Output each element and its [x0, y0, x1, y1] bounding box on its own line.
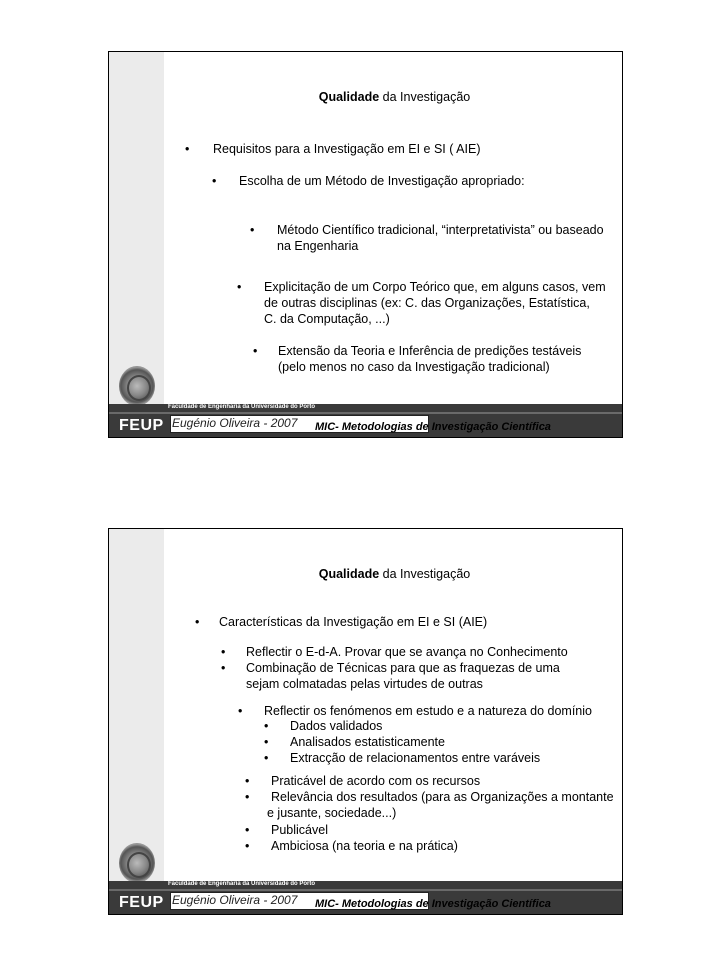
faculty-name: Faculdade de Engenharia da Universidade do Porto	[168, 404, 316, 410]
slide-1	[108, 51, 623, 438]
bullet: •	[253, 344, 258, 358]
author-label: Eugénio Oliveira - 2007	[172, 416, 298, 430]
footer-band	[109, 404, 622, 437]
bullet: •	[245, 823, 250, 837]
university-seal-icon	[119, 843, 155, 883]
list-item: Escolha de um Método de Investigação apropriado:	[239, 174, 525, 188]
list-item: Publicável	[271, 823, 328, 837]
list-item: C. da Computação, ...)	[264, 312, 390, 326]
bullet: •	[245, 774, 250, 788]
bullet: •	[264, 751, 269, 765]
bullet: •	[212, 174, 217, 188]
university-seal-icon	[119, 366, 155, 406]
course-label: MIC- Metodologias de Investigação Científica	[315, 898, 551, 910]
title-bold: Qualidade	[318, 567, 380, 581]
bullet: •	[264, 719, 269, 733]
bullet: •	[245, 790, 250, 804]
list-item: Requisitos para a Investigação em EI e SI ( AIE)	[213, 142, 481, 156]
slide-title	[167, 567, 622, 581]
bullet: •	[245, 839, 250, 853]
list-item: (pelo menos no caso da Investigação tradicional)	[278, 360, 550, 374]
bullet: •	[185, 142, 190, 156]
slide-title	[167, 90, 622, 104]
title-rest: da Investigação	[379, 90, 471, 104]
list-item: sejam colmatadas pelas virtudes de outras	[246, 677, 483, 691]
list-item: Praticável de acordo com os recursos	[271, 774, 481, 788]
bullet: •	[221, 661, 226, 675]
list-item: e jusante, sociedade...)	[267, 806, 397, 820]
title-rest: da Investigação	[379, 567, 471, 581]
bullet: •	[264, 735, 269, 749]
list-item: na Engenharia	[277, 239, 359, 253]
list-item: Explicitação de um Corpo Teórico que, em alguns casos, vem	[264, 280, 606, 294]
list-item: Combinação de Técnicas para que as fraquezas de uma	[246, 661, 560, 675]
list-item: Características da Investigação em EI e SI (AIE)	[219, 615, 488, 629]
list-item: Analisados estatisticamente	[290, 735, 445, 749]
bullet: •	[250, 223, 255, 237]
bullet: •	[195, 615, 200, 629]
list-item: Ambiciosa (na teoria e na prática)	[271, 839, 458, 853]
slide-2	[108, 528, 623, 915]
list-item: Método Científico tradicional, “interpretativista” ou baseado	[277, 223, 604, 237]
list-item: Reflectir o E-d-A. Provar que se avança no Conhecimento	[246, 645, 568, 659]
list-item: Reflectir os fenómenos em estudo e a natureza do domínio	[264, 704, 592, 718]
list-item: Extracção de relacionamentos entre varáveis	[290, 751, 541, 765]
feup-logo: FEUP	[119, 894, 164, 911]
bullet: •	[238, 704, 243, 718]
author-label: Eugénio Oliveira - 2007	[172, 893, 298, 907]
bullet: •	[237, 280, 242, 294]
title-bold: Qualidade	[318, 90, 380, 104]
list-item: Dados validados	[290, 719, 383, 733]
list-item: de outras disciplinas (ex: C. das Organizações, Estatística,	[264, 296, 590, 310]
faculty-name: Faculdade de Engenharia da Universidade do Porto	[168, 881, 316, 887]
bullet: •	[221, 645, 226, 659]
feup-logo: FEUP	[119, 417, 164, 434]
list-item: Extensão da Teoria e Inferência de predições testáveis	[278, 344, 582, 358]
course-label: MIC- Metodologias de Investigação Científica	[315, 421, 551, 433]
footer-band	[109, 881, 622, 914]
list-item: Relevância dos resultados (para as Organizações a montante	[271, 790, 614, 804]
